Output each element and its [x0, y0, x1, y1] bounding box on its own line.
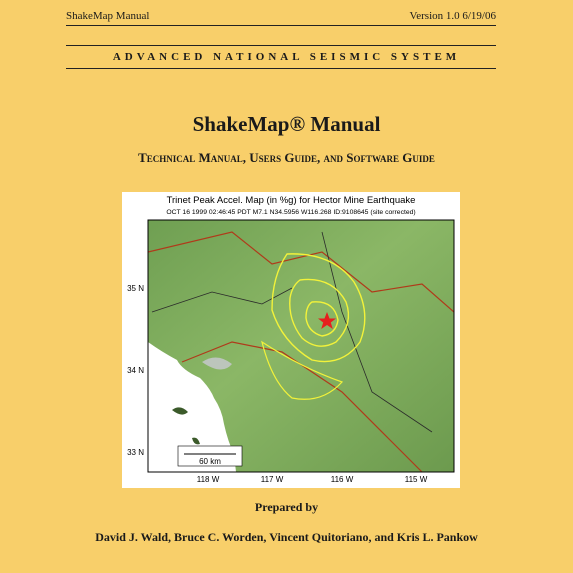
lon-label: 116 W — [330, 475, 354, 484]
system-rule-bottom — [66, 68, 496, 69]
page-title: ShakeMap® Manual — [192, 112, 381, 136]
author-list: David J. Wald, Bruce C. Worden, Vincent Quitoriano, and Kris L. Pankow — [95, 530, 478, 544]
page-subtitle: Technical Manual, Users Guide, and Software Guide — [138, 150, 435, 165]
running-header — [66, 10, 496, 22]
lat-label: 34 N — [127, 366, 144, 375]
system-name: ADVANCED NATIONAL SEISMIC SYSTEM — [112, 51, 461, 63]
lat-label: 35 N — [127, 284, 144, 293]
scale-bar — [178, 446, 242, 466]
system-rule-top — [66, 45, 496, 46]
lon-label: 118 W — [196, 475, 220, 484]
scale-label: 60 km — [199, 457, 221, 466]
shakemap-figure — [122, 192, 460, 488]
lon-label: 115 W — [404, 475, 428, 484]
lat-label: 33 N — [127, 448, 144, 457]
header-right: Version 1.0 6/19/06 — [409, 10, 496, 22]
lon-label: 117 W — [260, 475, 284, 484]
shakemap-svg — [122, 192, 460, 488]
map-title: Trinet Peak Accel. Map (in %g) for Hector Mine Earthquake — [166, 195, 416, 206]
header-rule — [66, 25, 496, 26]
header-left: ShakeMap Manual — [66, 10, 150, 22]
prepared-by-label: Prepared by — [254, 500, 319, 514]
map-subtitle: OCT 16 1999 02:46:45 PDT M7.1 N34.5956 W116.268 ID:9108645 (site corrected) — [166, 209, 416, 216]
